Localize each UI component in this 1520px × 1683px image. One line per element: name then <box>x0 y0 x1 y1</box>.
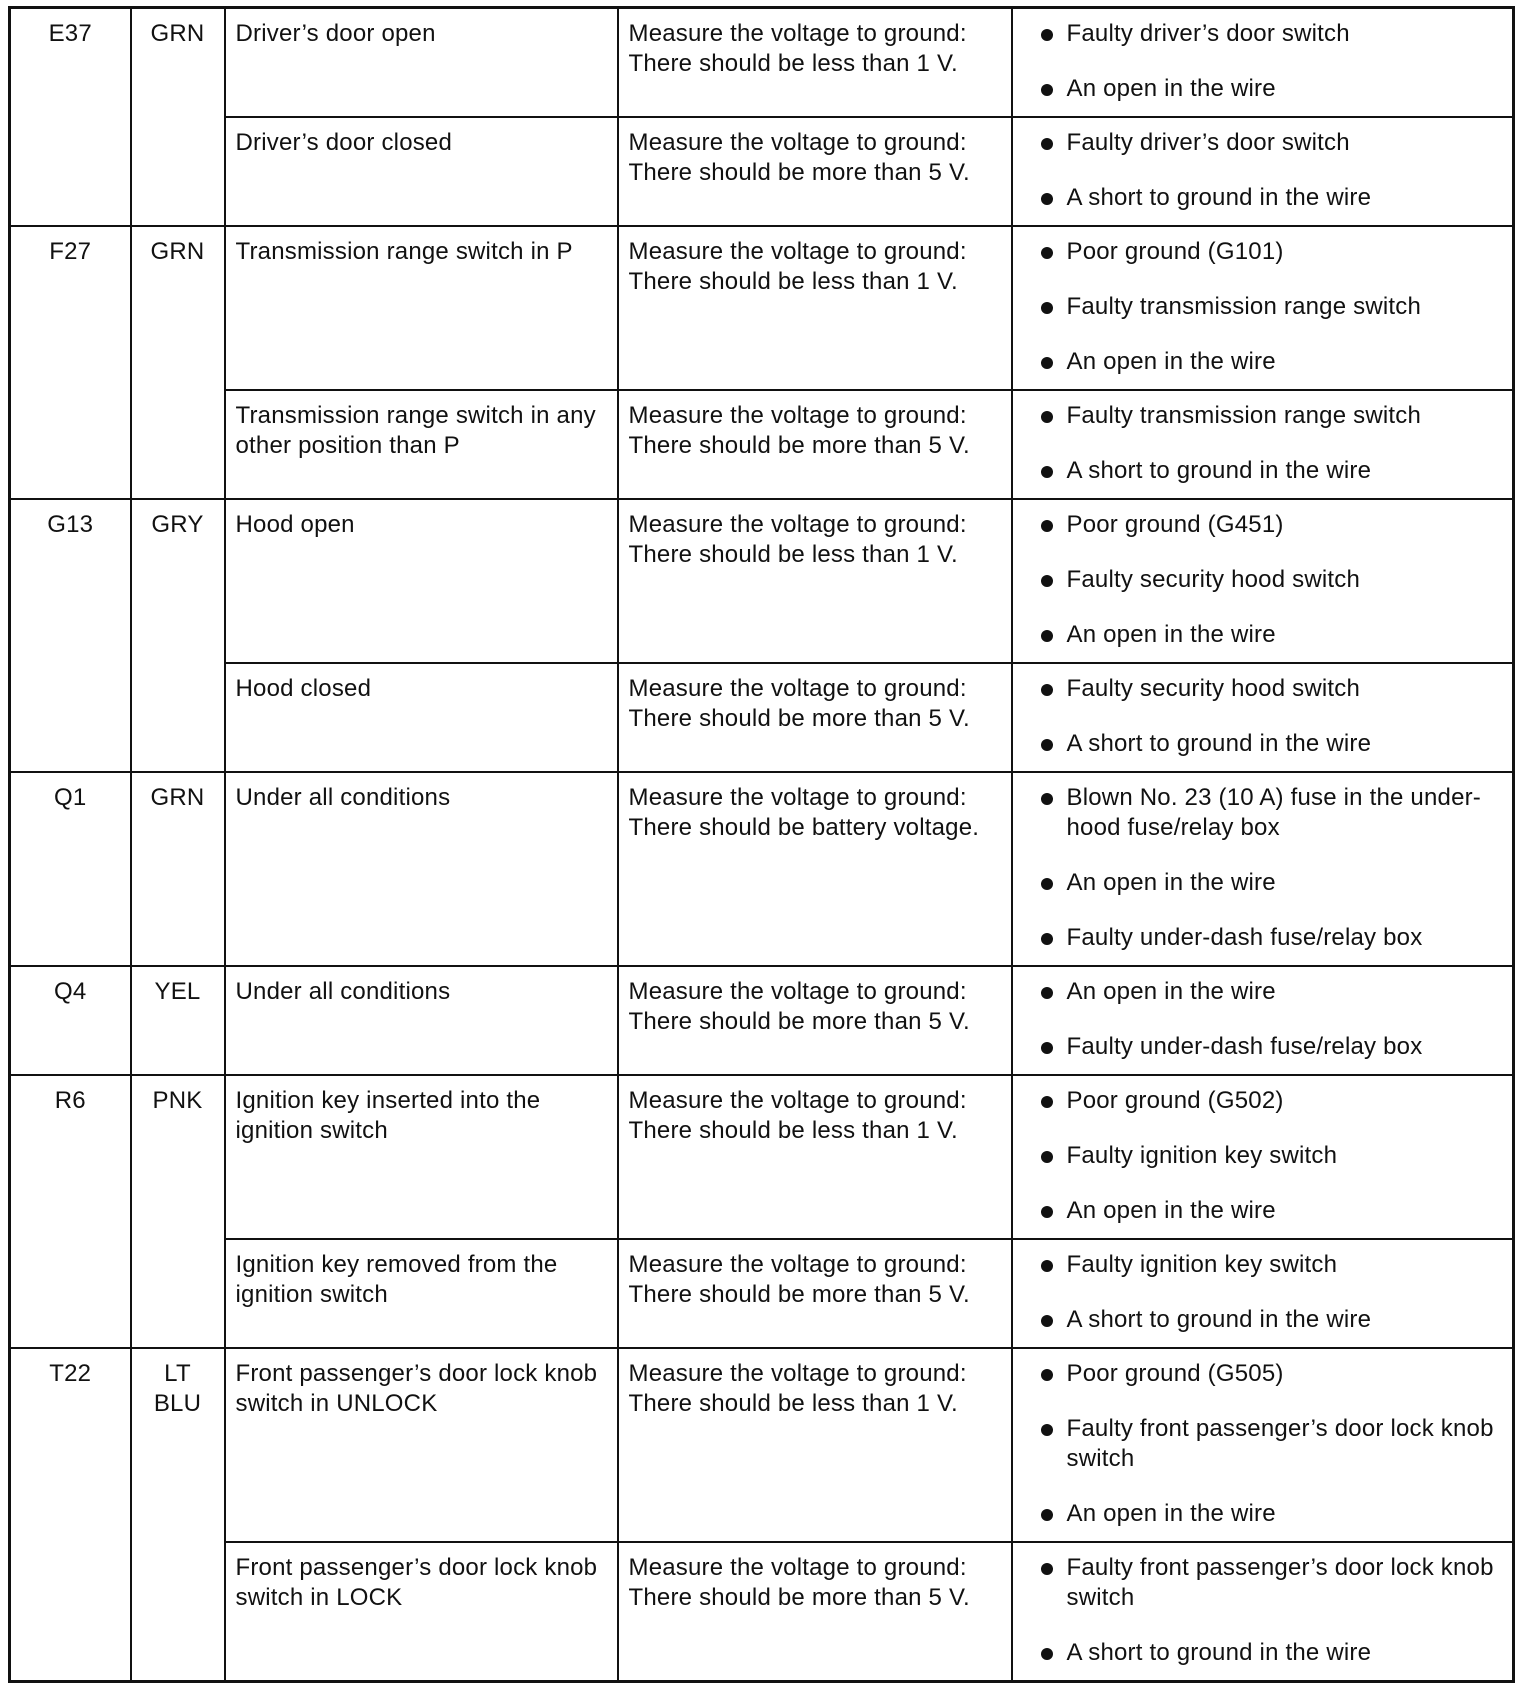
cause-text: Faulty ignition key switch <box>1066 1250 1338 1278</box>
troubleshooting-table-sheet <box>8 6 1512 1683</box>
list-item <box>1023 977 1503 1007</box>
cause-text: Faulty front passenger’s door lock knob switch <box>1066 1553 1494 1611</box>
bullet-icon <box>1041 466 1053 478</box>
cause-text: Faulty front passenger’s door lock knob switch <box>1066 1414 1494 1472</box>
test-expectation: There should be more than 5 V. <box>628 1007 970 1035</box>
condition-cell: Under all conditions <box>225 966 618 1075</box>
bullet-icon <box>1041 247 1053 259</box>
test-instruction: Measure the voltage to ground: <box>628 1359 967 1387</box>
test-cell <box>618 390 1012 499</box>
cause-text: A short to ground in the wire <box>1066 1638 1372 1666</box>
table-row <box>10 966 1514 1075</box>
list-item <box>1023 456 1503 486</box>
cause-text: Poor ground (G502) <box>1066 1086 1284 1114</box>
wire-color: YEL <box>154 977 201 1005</box>
test-cell <box>618 663 1012 772</box>
test-expectation: There should be battery voltage. <box>628 813 980 841</box>
test-expectation: There should be less than 1 V. <box>628 267 958 295</box>
test-cell <box>618 499 1012 663</box>
terminal-cell: Q1 <box>10 772 131 966</box>
test-instruction: Measure the voltage to ground: <box>628 20 967 47</box>
test-cell <box>618 1075 1012 1239</box>
terminal-cell: Q4 <box>10 966 131 1075</box>
possible-cause-cell <box>1012 8 1514 117</box>
wire-color: BLU <box>153 1389 202 1417</box>
test-cell <box>618 117 1012 226</box>
condition-cell: Ignition key inserted into the ignition switch <box>225 1075 618 1239</box>
bullet-icon <box>1041 793 1053 805</box>
possible-cause-cell <box>1012 390 1514 499</box>
bullet-icon <box>1041 1151 1053 1163</box>
possible-cause-cell <box>1012 966 1514 1075</box>
bullet-icon <box>1041 1648 1053 1660</box>
test-instruction: Measure the voltage to ground: <box>628 237 967 265</box>
condition-cell: Front passenger’s door lock knob switch in LOCK <box>225 1542 618 1682</box>
list-item <box>1023 183 1503 213</box>
list-item <box>1023 1553 1503 1613</box>
condition-cell: Hood closed <box>225 663 618 772</box>
cause-list <box>1023 1086 1503 1226</box>
cause-list <box>1023 1359 1503 1529</box>
bullet-icon <box>1041 1206 1053 1218</box>
terminal-cell: E37 <box>10 8 131 226</box>
test-expectation: There should be less than 1 V. <box>628 1389 958 1417</box>
cause-list <box>1023 237 1503 377</box>
bullet-icon <box>1041 630 1053 642</box>
list-item <box>1023 128 1503 158</box>
bullet-icon <box>1041 84 1053 96</box>
bullet-icon <box>1041 1424 1053 1436</box>
wire-color-cell <box>131 772 225 966</box>
list-item <box>1023 1305 1503 1335</box>
table-row <box>10 663 1514 772</box>
possible-cause-cell <box>1012 1542 1514 1682</box>
cause-list <box>1023 19 1503 104</box>
terminal-cell: T22 <box>10 1348 131 1682</box>
cause-list <box>1023 783 1503 953</box>
cause-text: Blown No. 23 (10 A) fuse in the under-hood fuse/relay box <box>1066 783 1481 841</box>
terminal-cell: F27 <box>10 226 131 499</box>
cause-text: An open in the wire <box>1066 75 1276 102</box>
test-instruction: Measure the voltage to ground: <box>628 1250 967 1278</box>
test-instruction: Measure the voltage to ground: <box>628 674 967 702</box>
cause-list <box>1023 401 1503 486</box>
test-expectation: There should be more than 5 V. <box>628 1280 970 1308</box>
condition-cell: Transmission range switch in P <box>225 226 618 390</box>
condition-cell: Hood open <box>225 499 618 663</box>
bullet-icon <box>1041 987 1053 999</box>
possible-cause-cell <box>1012 1075 1514 1239</box>
condition-cell: Under all conditions <box>225 772 618 966</box>
list-item <box>1023 565 1503 595</box>
list-item <box>1023 674 1503 704</box>
bullet-icon <box>1041 1509 1053 1521</box>
wire-color: PNK <box>152 1086 203 1114</box>
bullet-icon <box>1041 357 1053 369</box>
test-cell <box>618 8 1012 117</box>
bullet-icon <box>1041 411 1053 423</box>
wire-color-cell <box>131 1075 225 1348</box>
table-row <box>10 1075 1514 1239</box>
list-item <box>1023 19 1503 49</box>
table-row <box>10 226 1514 390</box>
wire-color: GRN <box>150 20 205 47</box>
possible-cause-cell <box>1012 117 1514 226</box>
terminal-cell: G13 <box>10 499 131 772</box>
cause-text: Faulty under-dash fuse/relay box <box>1066 1032 1423 1060</box>
cause-text: A short to ground in the wire <box>1066 1305 1372 1333</box>
list-item <box>1023 868 1503 898</box>
wire-color-cell <box>131 499 225 772</box>
possible-cause-cell <box>1012 499 1514 663</box>
cause-list <box>1023 1250 1503 1335</box>
list-item <box>1023 237 1503 267</box>
condition-cell: Driver’s door open <box>225 8 618 117</box>
table-row <box>10 1348 1514 1542</box>
wire-color-cell <box>131 1348 225 1682</box>
test-cell <box>618 226 1012 390</box>
list-item <box>1023 1359 1503 1389</box>
bullet-icon <box>1041 1315 1053 1327</box>
test-expectation: There should be less than 1 V. <box>628 50 958 77</box>
cause-text: Poor ground (G505) <box>1066 1359 1284 1387</box>
list-item <box>1023 729 1503 759</box>
list-item <box>1023 1196 1503 1226</box>
test-instruction: Measure the voltage to ground: <box>628 510 967 538</box>
bullet-icon <box>1041 193 1053 205</box>
test-expectation: There should be more than 5 V. <box>628 431 970 459</box>
test-instruction: Measure the voltage to ground: <box>628 1086 967 1114</box>
bullet-icon <box>1041 29 1053 41</box>
test-instruction: Measure the voltage to ground: <box>628 1553 967 1581</box>
table-row <box>10 499 1514 663</box>
bullet-icon <box>1041 1260 1053 1272</box>
bullet-icon <box>1041 302 1053 314</box>
cause-text: An open in the wire <box>1066 1499 1276 1527</box>
list-item <box>1023 1086 1503 1116</box>
bullet-icon <box>1041 575 1053 587</box>
bullet-icon <box>1041 138 1053 150</box>
cause-text: A short to ground in the wire <box>1066 729 1372 757</box>
list-item <box>1023 347 1503 377</box>
table-row <box>10 1239 1514 1348</box>
list-item <box>1023 1638 1503 1668</box>
cause-list <box>1023 1553 1503 1668</box>
wire-color-cell <box>131 966 225 1075</box>
cause-list <box>1023 674 1503 759</box>
test-instruction: Measure the voltage to ground: <box>628 401 967 429</box>
cause-text: Faulty security hood switch <box>1066 565 1361 593</box>
test-expectation: There should be more than 5 V. <box>628 158 970 186</box>
table-row <box>10 117 1514 226</box>
test-cell <box>618 966 1012 1075</box>
list-item <box>1023 401 1503 431</box>
list-item <box>1023 1499 1503 1529</box>
cause-text: A short to ground in the wire <box>1066 456 1372 484</box>
cause-text: Poor ground (G451) <box>1066 510 1284 538</box>
list-item <box>1023 1250 1503 1280</box>
table-row <box>10 772 1514 966</box>
possible-cause-cell <box>1012 226 1514 390</box>
cause-text: Faulty driver’s door switch <box>1066 20 1350 47</box>
possible-cause-cell <box>1012 663 1514 772</box>
test-expectation: There should be more than 5 V. <box>628 704 970 732</box>
wire-color: GRN <box>150 783 205 811</box>
test-cell <box>618 1348 1012 1542</box>
bullet-icon <box>1041 1042 1053 1054</box>
condition-cell: Front passenger’s door lock knob switch in UNLOCK <box>225 1348 618 1542</box>
cause-text: Faulty transmission range switch <box>1066 401 1422 429</box>
wire-color: GRN <box>150 237 205 265</box>
bullet-icon <box>1041 933 1053 945</box>
test-expectation: There should be less than 1 V. <box>628 540 958 568</box>
bullet-icon <box>1041 684 1053 696</box>
bullet-icon <box>1041 739 1053 751</box>
table-row <box>10 1542 1514 1682</box>
list-item <box>1023 510 1503 540</box>
list-item <box>1023 620 1503 650</box>
wire-color-cell <box>131 226 225 499</box>
test-cell <box>618 1542 1012 1682</box>
cause-text: A short to ground in the wire <box>1066 183 1372 211</box>
cause-text: Faulty transmission range switch <box>1066 292 1422 320</box>
condition-cell: Driver’s door closed <box>225 117 618 226</box>
test-instruction: Measure the voltage to ground: <box>628 783 967 811</box>
cause-text: An open in the wire <box>1066 868 1276 896</box>
cause-text: Faulty driver’s door switch <box>1066 128 1350 156</box>
test-instruction: Measure the voltage to ground: <box>628 128 967 156</box>
bullet-icon <box>1041 520 1053 532</box>
test-instruction: Measure the voltage to ground: <box>628 977 967 1005</box>
condition-cell: Transmission range switch in any other position than P <box>225 390 618 499</box>
list-item <box>1023 1414 1503 1474</box>
cause-text: An open in the wire <box>1066 977 1276 1005</box>
list-item <box>1023 923 1503 953</box>
cause-text: An open in the wire <box>1066 620 1276 648</box>
test-cell <box>618 772 1012 966</box>
table-row <box>10 390 1514 499</box>
cause-text: Faulty under-dash fuse/relay box <box>1066 923 1423 951</box>
list-item <box>1023 292 1503 322</box>
cause-text: Poor ground (G101) <box>1066 237 1284 265</box>
test-expectation: There should be more than 5 V. <box>628 1583 970 1611</box>
possible-cause-cell <box>1012 1348 1514 1542</box>
terminal-cell: R6 <box>10 1075 131 1348</box>
cause-text: An open in the wire <box>1066 347 1276 375</box>
test-cell <box>618 1239 1012 1348</box>
list-item <box>1023 783 1503 843</box>
list-item <box>1023 1032 1503 1062</box>
cause-list <box>1023 977 1503 1062</box>
wire-color: LT <box>164 1359 191 1387</box>
possible-cause-cell <box>1012 772 1514 966</box>
list-item <box>1023 1141 1503 1171</box>
bullet-icon <box>1041 1369 1053 1381</box>
condition-cell: Ignition key removed from the ignition switch <box>225 1239 618 1348</box>
test-expectation: There should be less than 1 V. <box>628 1116 958 1144</box>
cause-list <box>1023 510 1503 650</box>
cause-text: Faulty security hood switch <box>1066 674 1361 702</box>
table-row <box>10 8 1514 117</box>
list-item <box>1023 74 1503 104</box>
wire-color-cell <box>131 8 225 226</box>
possible-cause-cell <box>1012 1239 1514 1348</box>
cause-text: Faulty ignition key switch <box>1066 1141 1338 1169</box>
terminal-test-table <box>8 6 1515 1683</box>
bullet-icon <box>1041 1096 1053 1108</box>
cause-text: An open in the wire <box>1066 1196 1276 1224</box>
wire-color: GRY <box>151 510 204 538</box>
cause-list <box>1023 128 1503 213</box>
bullet-icon <box>1041 1563 1053 1575</box>
bullet-icon <box>1041 878 1053 890</box>
